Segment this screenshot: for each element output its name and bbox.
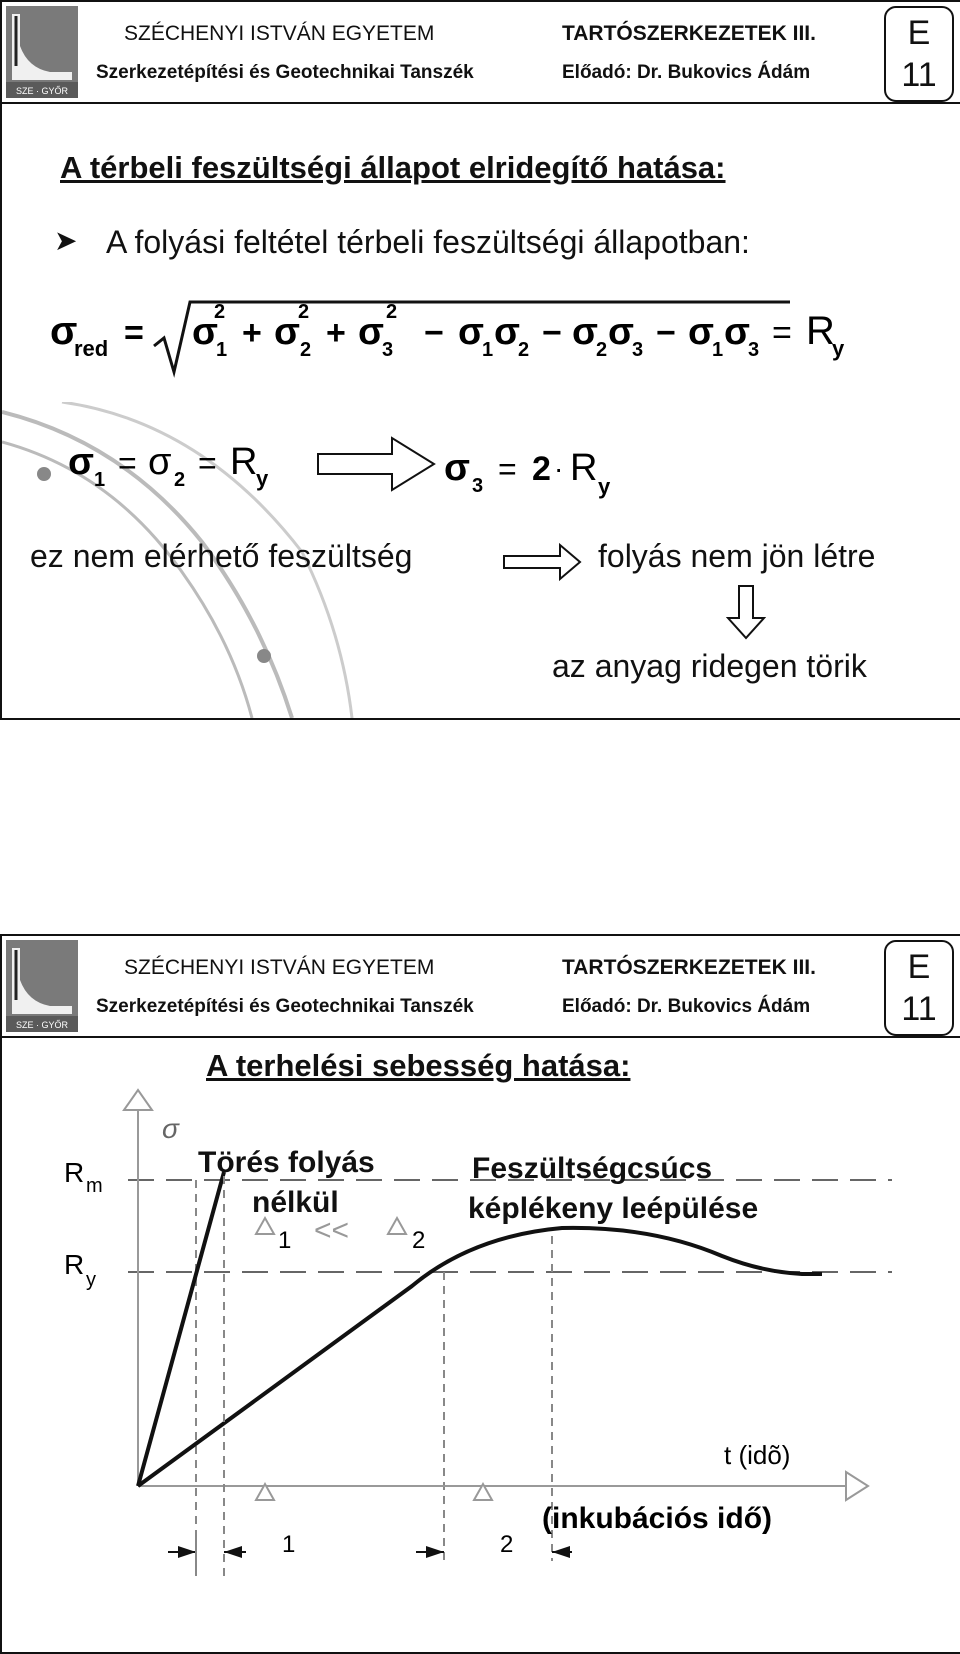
svg-text:y: y bbox=[256, 466, 269, 491]
university-logo-icon bbox=[6, 6, 78, 98]
svg-text:σ: σ bbox=[608, 311, 634, 353]
delta-relation-annotation bbox=[256, 1214, 425, 1254]
slide-1-title: A térbeli feszültségi állapot elridegítő hatása: bbox=[60, 150, 726, 185]
svg-text:1: 1 bbox=[282, 1531, 296, 1558]
slide-header bbox=[2, 2, 960, 104]
svg-text:σ: σ bbox=[68, 441, 94, 483]
svg-text:3: 3 bbox=[632, 339, 644, 361]
svg-text:R: R bbox=[570, 447, 598, 489]
stress-equality-equation bbox=[62, 432, 882, 502]
svg-text:3: 3 bbox=[472, 475, 484, 497]
brittle-curve bbox=[138, 1172, 224, 1486]
rm-label: R bbox=[64, 1157, 85, 1188]
slide-2-title: A terhelési sebesség hatása: bbox=[206, 1048, 631, 1083]
svg-text:2: 2 bbox=[412, 1227, 426, 1254]
svg-text:σ: σ bbox=[192, 311, 218, 353]
arc-dot bbox=[257, 649, 271, 663]
badge-letter: E bbox=[907, 14, 931, 52]
svg-text:+: + bbox=[242, 314, 262, 352]
badge-letter: E bbox=[907, 948, 931, 986]
svg-text:1: 1 bbox=[216, 339, 228, 361]
svg-text:2: 2 bbox=[518, 339, 530, 361]
badge-number: 11 bbox=[901, 990, 937, 1028]
x-axis-label: t (idõ) bbox=[724, 1440, 791, 1470]
lecturer-name: Előadó: Dr. Bukovics Ádám bbox=[562, 996, 811, 1017]
svg-text:σ: σ bbox=[572, 311, 598, 353]
down-arrow-icon bbox=[726, 584, 766, 640]
lecturer-name: Előadó: Dr. Bukovics Ádám bbox=[562, 62, 811, 83]
svg-text:·: · bbox=[554, 453, 564, 484]
svg-text:2: 2 bbox=[174, 469, 186, 491]
slide-badge bbox=[884, 6, 954, 102]
svg-text:2: 2 bbox=[500, 1531, 514, 1558]
slide-1 bbox=[0, 0, 960, 720]
svg-text:=: = bbox=[124, 314, 144, 352]
brittle-label-line1: Törés folyás bbox=[198, 1146, 375, 1179]
svg-text:σ: σ bbox=[458, 311, 484, 353]
svg-text:3: 3 bbox=[748, 339, 760, 361]
svg-text:1: 1 bbox=[482, 339, 494, 361]
ductile-label-line2: képlékeny leépülése bbox=[468, 1192, 759, 1225]
svg-text:SZE · GYŐR: SZE · GYŐR bbox=[15, 86, 69, 96]
svg-text:2: 2 bbox=[596, 339, 608, 361]
svg-text:1: 1 bbox=[278, 1227, 292, 1254]
course-name: TARTÓSZERKEZETEK III. bbox=[562, 956, 816, 979]
svg-text:2: 2 bbox=[300, 339, 312, 361]
svg-text:1: 1 bbox=[712, 339, 724, 361]
svg-text:3: 3 bbox=[382, 339, 394, 361]
svg-text:σ: σ bbox=[494, 311, 520, 353]
svg-text:<<: << bbox=[314, 1214, 350, 1247]
svg-text:2: 2 bbox=[214, 301, 226, 323]
svg-text:σ: σ bbox=[358, 311, 384, 353]
svg-text:y: y bbox=[598, 474, 611, 499]
bullet-arrow-icon: ➤ bbox=[54, 225, 78, 256]
svg-text:=: = bbox=[772, 314, 792, 352]
svg-text:+: + bbox=[326, 314, 346, 352]
y-axis-arrow-icon bbox=[124, 1090, 152, 1110]
bullet-text: A folyási feltétel térbeli feszültségi állapotban: bbox=[106, 224, 750, 260]
slide-badge bbox=[884, 940, 954, 1036]
no-yielding-text: folyás nem jön létre bbox=[598, 538, 876, 574]
svg-text:2: 2 bbox=[532, 450, 551, 488]
brittle-label-line2: nélkül bbox=[252, 1186, 339, 1219]
svg-text:2: 2 bbox=[386, 301, 398, 323]
incubation-time-label: (inkubációs idő) bbox=[542, 1502, 773, 1535]
svg-text:R: R bbox=[806, 309, 835, 353]
svg-text:σ: σ bbox=[724, 311, 750, 353]
svg-text:1: 1 bbox=[94, 469, 106, 491]
svg-text:=: = bbox=[118, 445, 137, 481]
slide-header bbox=[2, 936, 960, 1038]
svg-text:SZE · GYŐR: SZE · GYŐR bbox=[15, 1020, 69, 1030]
svg-text:σ: σ bbox=[148, 441, 172, 483]
slide-2 bbox=[0, 934, 960, 1654]
svg-text:red: red bbox=[74, 336, 109, 361]
svg-text:−: − bbox=[542, 314, 562, 352]
university-name: SZÉCHENYI ISTVÁN EGYETEM bbox=[124, 956, 435, 979]
svg-text:σ: σ bbox=[50, 309, 78, 353]
course-name: TARTÓSZERKEZETEK III. bbox=[562, 22, 816, 45]
svg-text:=: = bbox=[198, 445, 217, 481]
svg-text:−: − bbox=[656, 314, 676, 352]
unreachable-stress-text: ez nem elérhető feszültség bbox=[30, 538, 413, 574]
implies-arrow-icon bbox=[318, 438, 434, 490]
x-axis-arrow-icon bbox=[846, 1472, 868, 1500]
svg-text:σ: σ bbox=[444, 447, 470, 489]
ductile-curve bbox=[138, 1228, 822, 1486]
university-name: SZÉCHENYI ISTVÁN EGYETEM bbox=[124, 22, 435, 45]
university-logo-icon bbox=[6, 940, 78, 1032]
svg-text:σ: σ bbox=[274, 311, 300, 353]
svg-text:−: − bbox=[424, 314, 444, 352]
svg-text:y: y bbox=[832, 336, 845, 361]
ry-label: R bbox=[64, 1249, 85, 1280]
implies-arrow-icon bbox=[502, 542, 582, 582]
rm-label-sub: m bbox=[86, 1175, 103, 1197]
svg-text:σ: σ bbox=[688, 311, 714, 353]
von-mises-formula bbox=[42, 294, 922, 378]
svg-text:2: 2 bbox=[298, 301, 310, 323]
department-name: Szerkezetépítési és Geotechnikai Tanszék bbox=[96, 996, 474, 1017]
ry-label-sub: y bbox=[86, 1269, 96, 1291]
badge-number: 11 bbox=[901, 56, 937, 94]
delta-icon bbox=[256, 1218, 274, 1234]
y-axis-label: σ bbox=[162, 1113, 179, 1144]
arc-dot bbox=[37, 467, 51, 481]
brittle-fracture-text: az anyag ridegen törik bbox=[552, 648, 867, 684]
department-name: Szerkezetépítési és Geotechnikai Tanszék bbox=[96, 62, 474, 83]
time-dimension-1 bbox=[168, 1176, 295, 1576]
ductile-label-line1: Feszültségcsúcs bbox=[472, 1152, 713, 1185]
svg-text:=: = bbox=[498, 451, 517, 487]
delta-icon bbox=[388, 1218, 406, 1234]
svg-text:R: R bbox=[230, 441, 258, 483]
